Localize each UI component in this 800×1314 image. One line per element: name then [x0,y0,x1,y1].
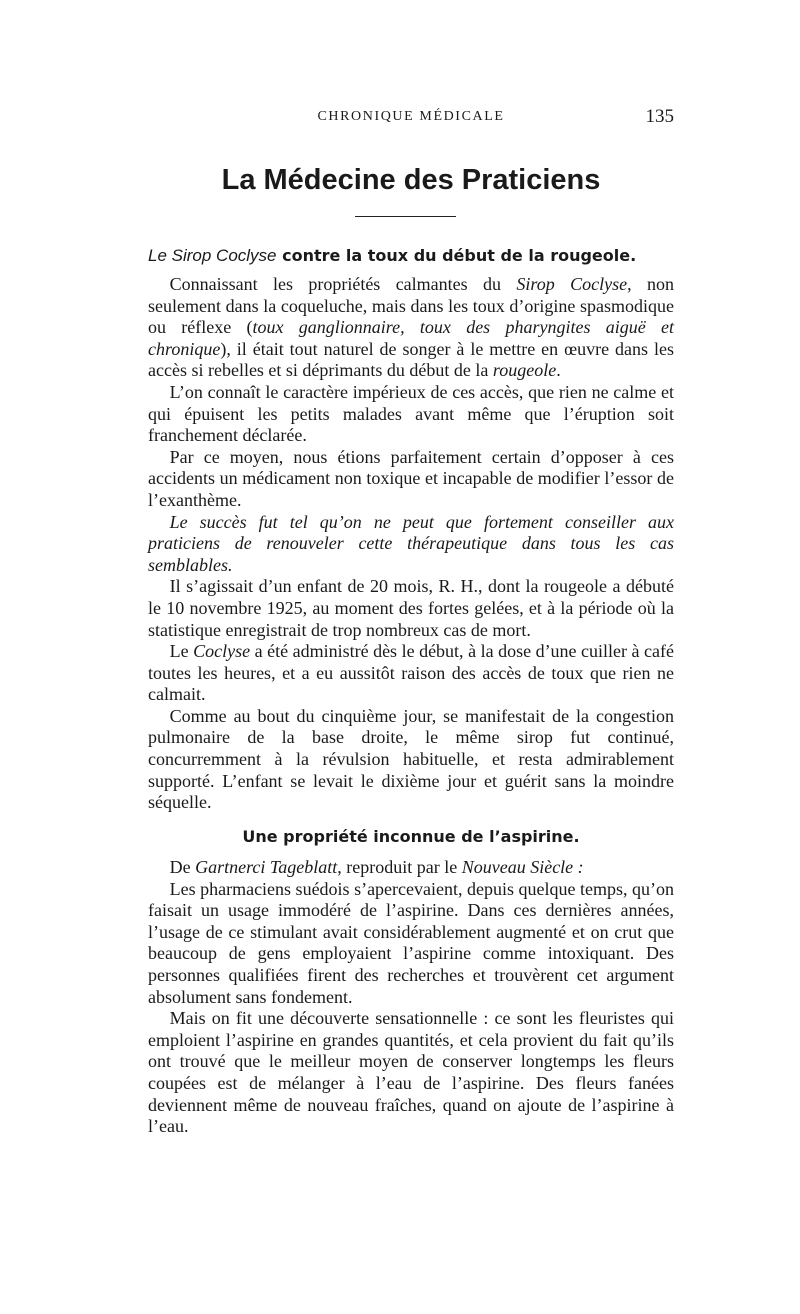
text-run: Connaissant les propriétés calmantes du [169,274,517,294]
text-run: , non seulement dans la coqueluche, mais dans les toux d’origine spasmodique ou réflexe ( [148,274,675,338]
section-heading-coclyse [148,246,674,266]
running-head-title: CHRONIQUE MÉDICALE [317,109,505,124]
italic-text: rougeole [492,360,557,381]
italic-text: Sirop Coclyse [516,274,628,294]
italic-text: toux ganglionnaire, toux des pharyngites aiguë et chronique [148,317,675,359]
section-body-aspirine [148,857,674,1138]
section-body-coclyse [148,274,674,814]
paragraph [148,274,674,382]
text-run: , reproduit par le [337,857,462,877]
text-run: De [169,857,196,877]
italic-text: Nouveau Siècle : [461,857,584,877]
paragraph: Comme au bout du cinquième jour, se manifestait de la congestion pulmonaire de la base droite, le même sirop fut continué, concurremment à la révulsion habituelle, et resta admirablement supporté. L’enfant se levait le dixième jour et guérit sans la moindre séquelle. [148,705,674,813]
paragraph: L’on connaît le caractère impérieux de ces accès, que rien ne calme et qui épuisent les petits malades avant même que l’éruption soit franchement déclarée. [148,381,674,446]
paragraph [148,641,674,706]
paragraph: Les pharmaciens suédois s’apercevaient, depuis quelque temps, qu’on faisait un usage immodéré de l’aspirine. Dans ces dernières années, l’usage de ce stimulant avait considérablement augmenté et on crut que beaucoup de gens employaient l’aspirine comme intoxiquant. Des personnes qualifiées firent des recherches et trouvèrent cet argument absolument sans fondement. [148,878,674,1007]
paragraph [148,857,674,879]
italic-text: Gartnerci Tageblatt [195,857,338,877]
paragraph: Il s’agissait d’un enfant de 20 mois, R. H., dont la rougeole a débuté le 10 novembre 1925, au moment des fortes gelées, et à la période où la statistique enregistrait de trop nombreux cas de mort. [148,576,674,640]
text-run: a été administré dès le début, à la dose d’une cuiller à café toutes les heures, et a eu aussitôt raison des accès de toux que rien ne calmait. [148,641,675,705]
article-title: La Médecine des Praticiens [221,164,601,196]
section-heading-aspirine: Une propriété inconnue de l’aspirine. [242,827,580,846]
paragraph: Par ce moyen, nous étions parfaitement certain d’opposer à ces accidents un médicament non toxique et incapable de modifier l’essor de l’exanthème. [148,446,674,510]
text-run: ), il était tout naturel de songer à le mettre en œuvre dans les accès si rebelles et si déprimants du début de la [148,338,674,381]
italic-text: Coclyse [193,641,251,662]
text-run: . [556,360,561,381]
section-heading-text: contre la toux du début de la rougeole. [276,246,637,265]
text-run: Le [169,641,194,662]
page-number: 135 [645,106,674,127]
running-head [148,106,674,133]
section-heading-italic: Le Sirop Coclyse [148,246,277,265]
paragraph: Mais on fit une découverte sensationnelle : ce sont les fleuristes qui emploient l’aspirine en grandes quantités, et cela provient du fait qu’ils ont trouvé que le meilleur moyen de conserver longtemps les fleurs coupées est de mélanger à l’eau de l’aspirine. Des fleurs fanées deviennent même de nouveau fraîches, quand on ajoute de l’aspirine à l’eau. [148,1008,674,1137]
paragraph: Le succès fut tel qu’on ne peut que fortement conseiller aux praticiens de renouveler cette thérapeutique dans tous les cas semblables. [148,511,674,575]
title-divider [355,216,456,217]
